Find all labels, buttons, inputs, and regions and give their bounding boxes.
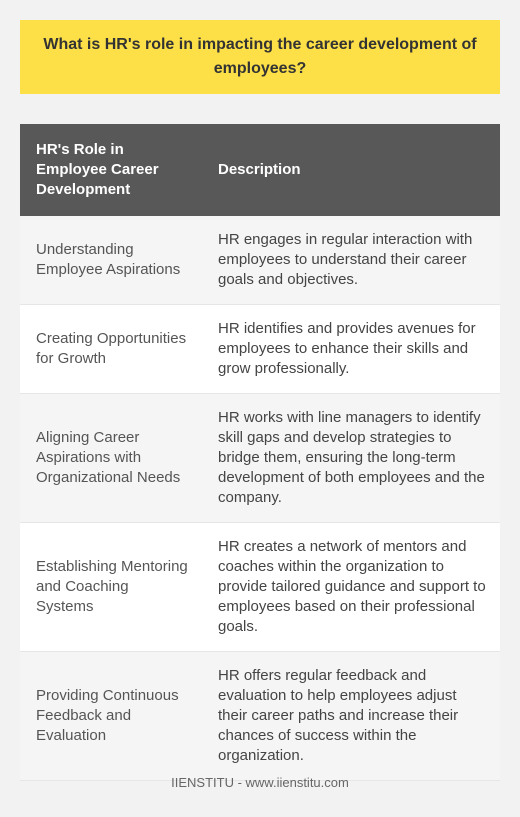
description-cell: HR identifies and provides avenues for employees to enhance their skills and grow professionally.: [202, 305, 500, 394]
description-cell: HR creates a network of mentors and coaches within the organization to provide tailored guidance and support to employees based on their professional goals.: [202, 523, 500, 652]
role-cell: Providing Continuous Feedback and Evaluation: [20, 652, 202, 781]
description-cell: HR engages in regular interaction with employees to understand their career goals and objectives.: [202, 216, 500, 305]
column-header-description: Description: [202, 124, 500, 216]
column-header-role: HR's Role in Employee Career Development: [20, 124, 202, 216]
table-row: [20, 216, 500, 305]
table-row: [20, 394, 500, 523]
title-banner: [20, 20, 500, 94]
description-cell: HR works with line managers to identify skill gaps and develop strategies to bridge them, ensuring the long-term development of both employees and the company.: [202, 394, 500, 523]
role-cell: Aligning Career Aspirations with Organizational Needs: [20, 394, 202, 523]
page-title: What is HR's role in impacting the career development of employees?: [43, 36, 477, 77]
footer-credit: IIENSTITU - www.iienstitu.com: [171, 775, 349, 790]
table-row: [20, 523, 500, 652]
table-header-row: [20, 124, 500, 216]
description-cell: HR offers regular feedback and evaluation to help employees adjust their career paths and increase their chances of success within the organization.: [202, 652, 500, 781]
role-cell: Creating Opportunities for Growth: [20, 305, 202, 394]
hr-role-table: [20, 124, 500, 781]
table-row: [20, 652, 500, 781]
table-row: [20, 305, 500, 394]
role-cell: Understanding Employee Aspirations: [20, 216, 202, 305]
role-cell: Establishing Mentoring and Coaching Systems: [20, 523, 202, 652]
